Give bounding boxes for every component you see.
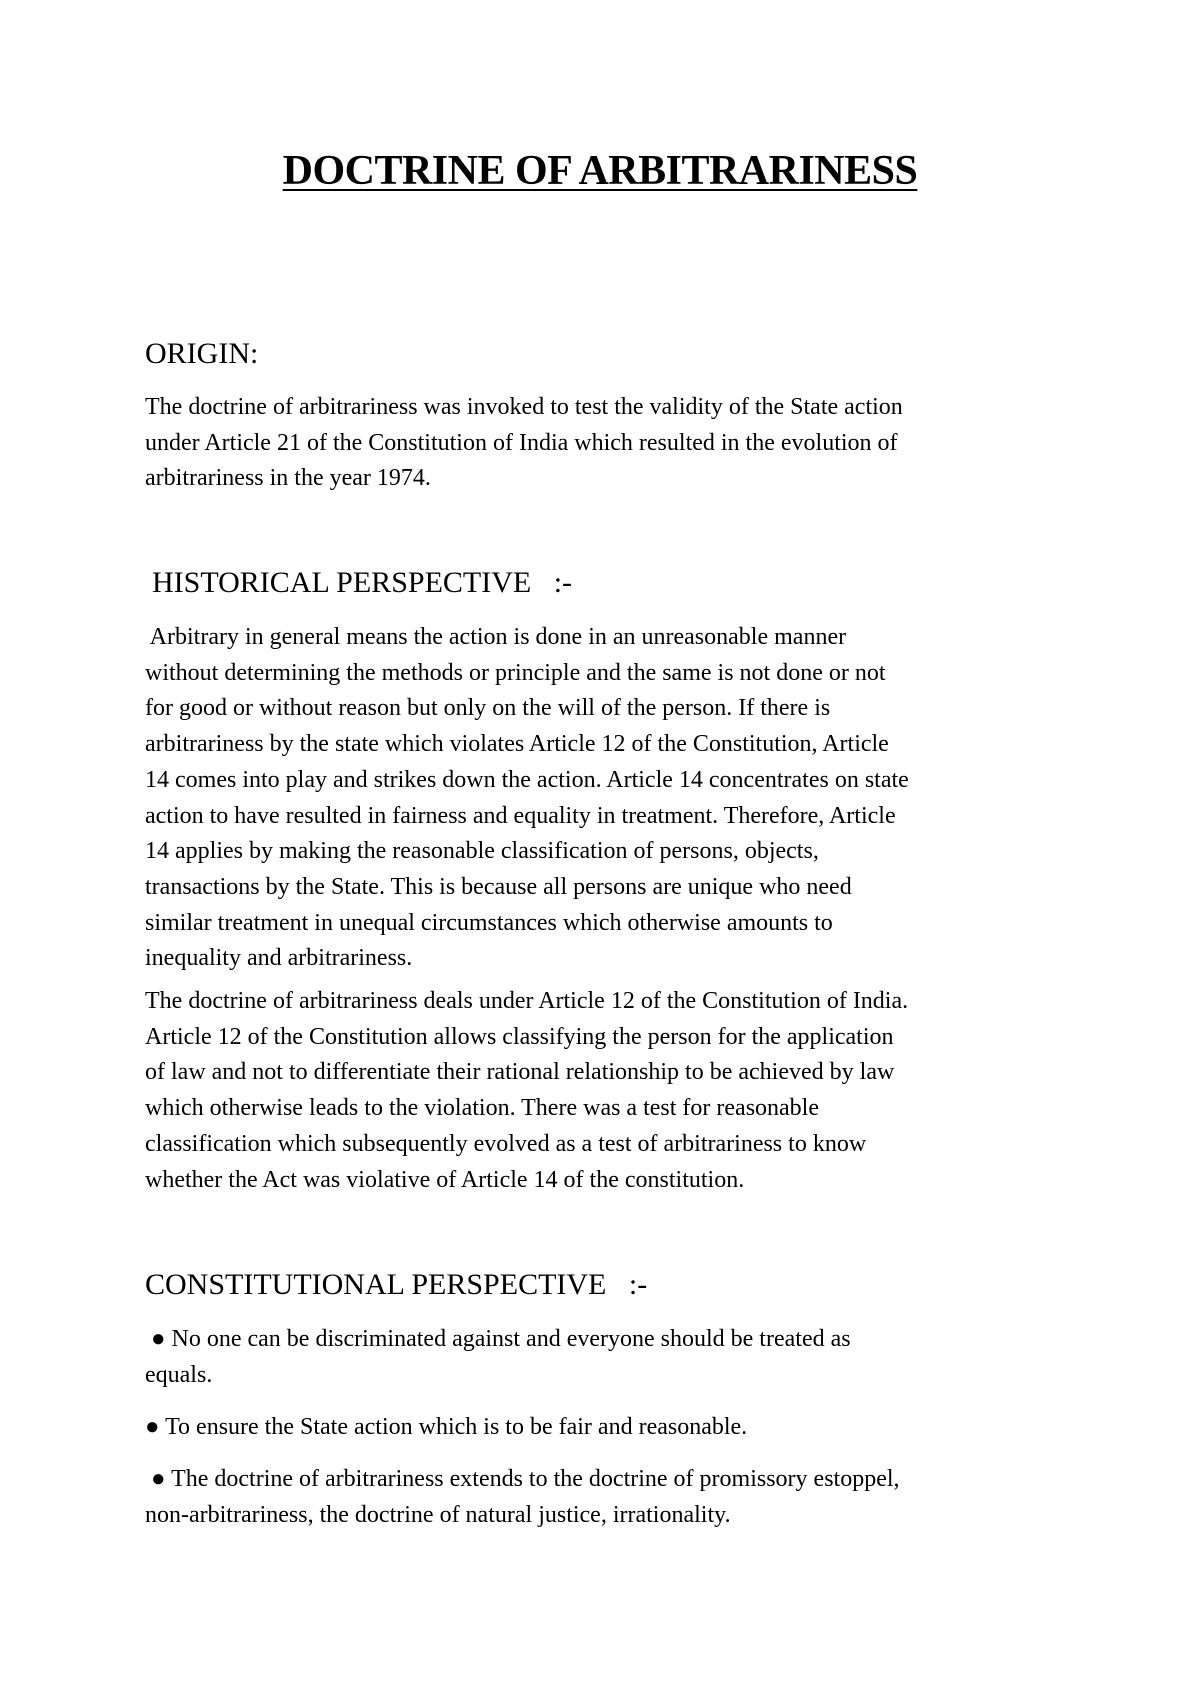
text-line: arbitrariness in the year 1974. [145, 465, 431, 492]
section-heading-origin: ORIGIN: [145, 337, 259, 370]
bullet-text-line: ● The doctrine of arbitrariness extends to the doctrine of promissory estoppel, [145, 1466, 900, 1492]
text-line: Article 12 of the Constitution allows classifying the person for the application [145, 1023, 894, 1050]
document-title: DOCTRINE OF ARBITRARINESS [282, 148, 918, 194]
constitutional-bullet-3 [145, 1462, 1075, 1533]
origin-paragraph [145, 390, 1075, 497]
text-line: for good or without reason but only on the will of the person. If there is [145, 695, 831, 722]
bullet-text-line: ● To ensure the State action which is to be fair and reasonable. [145, 1414, 748, 1440]
bullet-text-line: non-arbitrariness, the doctrine of natural justice, irrationality. [145, 1501, 731, 1528]
bullet-text-line: equals. [145, 1361, 213, 1388]
text-line: under Article 21 of the Constitution of India which resulted in the evolution of [145, 429, 898, 456]
text-line: inequality and arbitrariness. [145, 945, 413, 972]
bullet-text-line: ● No one can be discriminated against and everyone should be treated as [145, 1326, 851, 1352]
text-line: of law and not to differentiate their rational relationship to be achieved by law [145, 1059, 895, 1086]
text-line: which otherwise leads to the violation. There was a test for reasonable [145, 1095, 820, 1122]
text-line: The doctrine of arbitrariness deals under Article 12 of the Constitution of India. [145, 988, 909, 1014]
text-line: whether the Act was violative of Article 14 of the constitution. [145, 1166, 745, 1193]
text-line: 14 applies by making the reasonable classification of persons, objects, [145, 838, 819, 865]
section-heading-historical-perspective: HISTORICAL PERSPECTIVE :- [152, 566, 573, 599]
text-line: transactions by the State. This is because all persons are unique who need [145, 873, 852, 900]
constitutional-bullet-1 [145, 1322, 1075, 1393]
text-line: classification which subsequently evolved as a test of arbitrariness to know [145, 1130, 867, 1157]
historical-paragraph-2 [145, 984, 1075, 1198]
text-line: without determining the methods or principle and the same is not done or not [145, 659, 886, 686]
constitutional-bullet-2 [145, 1410, 1075, 1446]
section-heading-constitutional-perspective: CONSTITUTIONAL PERSPECTIVE :- [145, 1268, 648, 1301]
text-line: The doctrine of arbitrariness was invoked to test the validity of the State action [145, 394, 903, 420]
text-line: similar treatment in unequal circumstances which otherwise amounts to [145, 909, 833, 936]
text-line: Arbitrary in general means the action is done in an unreasonable manner [145, 624, 847, 650]
historical-paragraph-1 [145, 620, 1075, 977]
text-line: action to have resulted in fairness and equality in treatment. Therefore, Article [145, 802, 896, 829]
text-line: arbitrariness by the state which violates Article 12 of the Constitution, Article [145, 731, 889, 758]
text-line: 14 comes into play and strikes down the action. Article 14 concentrates on state [145, 766, 909, 793]
